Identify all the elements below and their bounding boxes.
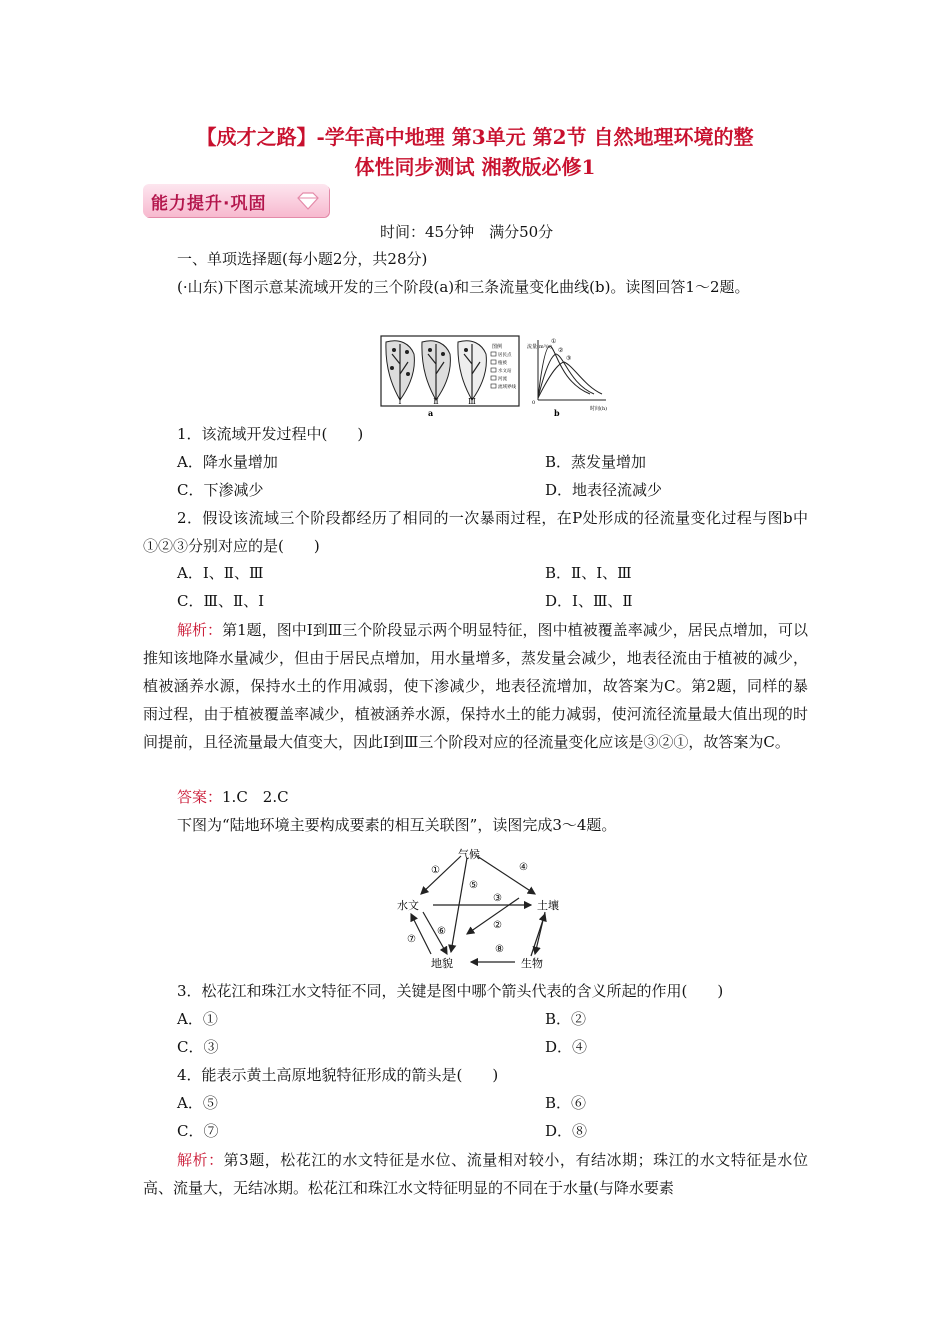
- banner-label: 能力提升·巩固: [151, 194, 267, 214]
- stage-1-label: Ⅰ: [398, 397, 402, 406]
- section-heading: 一、单项选择题(每小题2分，共28分): [177, 250, 428, 268]
- analysis-2-text: 第3题，松花江的水文特征是水位、流量相对较小，有结冰期；珠江的水文特征是水位高、流量大，无结冰期。松花江和珠江水文特征明显的不同在于水量(与降水要素: [143, 1151, 808, 1197]
- arrow-soil-bio: [535, 912, 545, 954]
- arrow-3-label: ③: [493, 893, 502, 904]
- question-1-option-a: A．降水量增加: [177, 453, 278, 471]
- node-soil: 土壤: [537, 899, 559, 912]
- analysis-1: [143, 616, 808, 756]
- intro-paragraph-2: 下图为“陆地环境主要构成要素的相互关联图”，读图完成3～4题。: [177, 816, 617, 834]
- node-hydrology: 水文: [397, 899, 419, 912]
- stage-2-label: Ⅱ: [433, 397, 439, 406]
- question-1-option-d: D．地表径流减少: [545, 481, 663, 499]
- section-banner: [143, 184, 329, 217]
- curve-3-label: ③: [566, 355, 572, 362]
- legend-item-5: 流域界线: [498, 385, 516, 390]
- question-1-option-c: C．下渗减少: [177, 481, 264, 499]
- flow-y-label: 流量(m³/s): [527, 344, 552, 350]
- title-line-2: 体性同步测试 湘教版必修1: [354, 155, 596, 179]
- arrow-7-label: ⑦: [407, 934, 416, 945]
- arrow-6-label: ⑥: [437, 926, 446, 937]
- flow-origin: 0: [532, 400, 536, 406]
- answer-1-text: 1.C 2.C: [222, 788, 289, 806]
- figure-environment-relations: [395, 842, 585, 976]
- answer-1: [177, 786, 289, 808]
- legend-item-4: 河流: [498, 377, 507, 382]
- figure-watershed: [380, 334, 610, 420]
- node-climate: 气候: [458, 848, 480, 861]
- flow-chart: [527, 338, 607, 418]
- arrow-1-label: ①: [431, 865, 440, 876]
- question-4-stem: 4．能表示黄土高原地貌特征形成的箭头是( ): [177, 1066, 499, 1084]
- question-3-option-d: D．④: [545, 1038, 588, 1056]
- diamond-icon: [295, 192, 321, 210]
- figure-b-label: b: [554, 408, 560, 418]
- question-2-option-a: A．Ⅰ、Ⅱ、Ⅲ: [177, 564, 264, 582]
- flow-x-label: 时间(h): [590, 406, 608, 412]
- question-4-option-a: A．⑤: [177, 1094, 218, 1112]
- question-2-option-c: C．Ⅲ、Ⅱ、Ⅰ: [177, 592, 265, 610]
- question-4-option-b: B．⑥: [545, 1094, 587, 1112]
- curve-2-label: ②: [558, 347, 564, 354]
- arrow-8-label: ⑧: [495, 944, 504, 955]
- legend-item-3: 水文站: [498, 369, 512, 374]
- figure-a-label: a: [428, 408, 434, 418]
- question-4-option-d: D．⑧: [545, 1122, 588, 1140]
- question-4-option-c: C．⑦: [177, 1122, 219, 1140]
- question-2-stem: 2．假设该流域三个阶段都经历了相同的一次暴雨过程，在P处形成的径流量变化过程与图b中①②③分别对应的是( ): [143, 509, 808, 555]
- question-3-option-a: A．①: [177, 1010, 218, 1028]
- time-info: 时间：45分钟 满分50分: [380, 223, 554, 241]
- arrow-1: [421, 856, 461, 894]
- question-1-stem: 1．该流域开发过程中( ): [177, 425, 364, 443]
- intro-paragraph-1: (·山东)下图示意某流域开发的三个阶段(a)和三条流量变化曲线(b)。读图回答1～2题。: [177, 278, 750, 296]
- node-biology: 生物: [521, 957, 543, 970]
- curve-1-label: ①: [551, 338, 557, 345]
- arrow-2-label: ②: [493, 920, 502, 931]
- question-3-option-b: B．②: [545, 1010, 587, 1028]
- question-1-option-b: B．蒸发量增加: [545, 453, 647, 471]
- stage-3-label: Ⅲ: [468, 397, 476, 406]
- question-2-option-b: B．Ⅱ、Ⅰ、Ⅲ: [545, 564, 632, 582]
- question-3-option-c: C．③: [177, 1038, 219, 1056]
- arrow-4-label: ④: [519, 862, 528, 873]
- question-3-stem: 3．松花江和珠江水文特征不同，关键是图中哪个箭头代表的含义所起的作用( ): [177, 982, 724, 1000]
- analysis-1-text: 第1题，图中Ⅰ到Ⅲ三个阶段显示两个明显特征，图中植被覆盖率减少，居民点增加，可以推知该地降水量减少，但由于居民点增加，用水量增多，蒸发量会减少，地表径流由于植被的减少，植被涵养水源，保持水土的作用减弱，使下渗减少，地表径流增加，故答案为C。第2题，同样的暴雨过程，由于植被覆盖率减少，植被涵养水源，保持水土的能力减弱，使河流径流量最大值出现的时间提前，且径流量最大值变大，因此Ⅰ到Ⅲ三个阶段对应的径流量变化应该是③②①，故答案为C。: [143, 621, 808, 751]
- analysis-1-label: 解析：: [177, 621, 223, 639]
- document-title: [120, 122, 830, 182]
- legend-item-2: 植被: [498, 361, 507, 366]
- answer-1-label: 答案：: [177, 788, 223, 806]
- analysis-2: [143, 1146, 808, 1202]
- analysis-2-label: 解析：: [177, 1151, 224, 1169]
- title-line-1: 【成才之路】-学年高中地理 第3单元 第2节 自然地理环境的整: [196, 125, 754, 149]
- question-2-option-d: D．Ⅰ、Ⅲ、Ⅱ: [545, 592, 633, 610]
- arrow-5-label: ⑤: [469, 880, 478, 891]
- legend-title: 图例: [492, 344, 503, 350]
- node-landform: 地貌: [431, 957, 453, 970]
- legend-item-1: 居民点: [498, 353, 512, 358]
